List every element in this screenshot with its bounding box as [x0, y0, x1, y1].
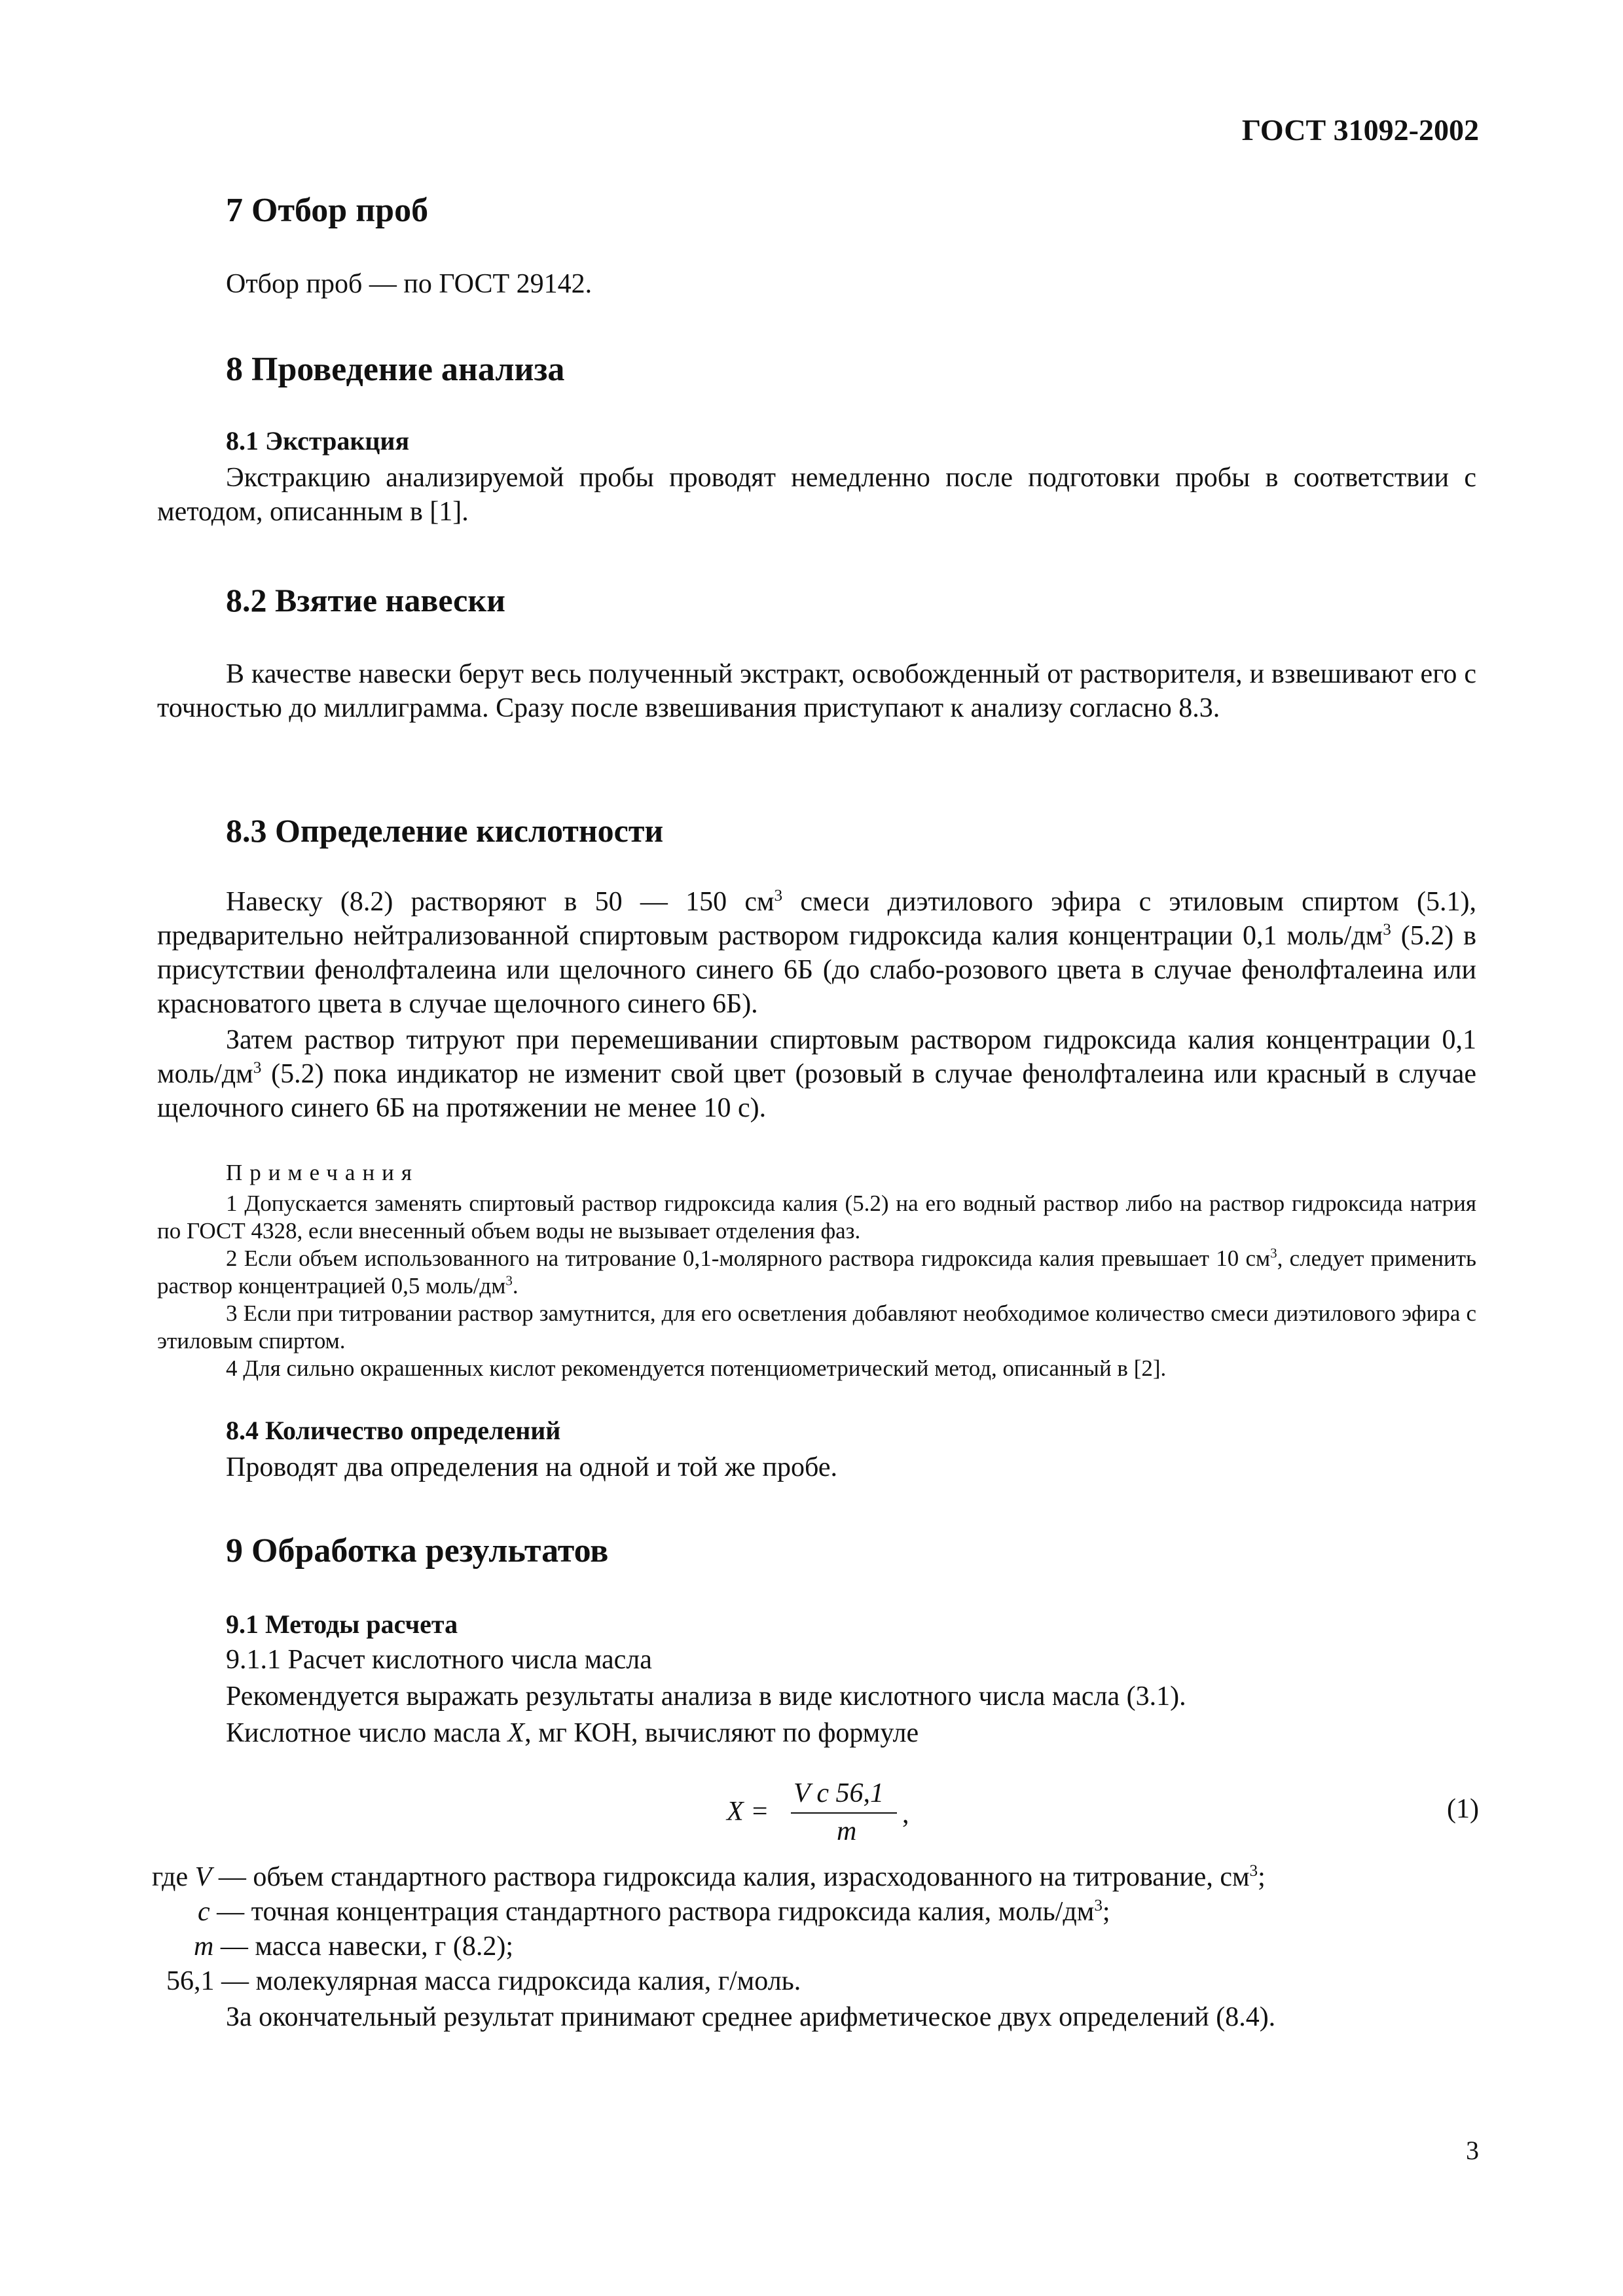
def-lead: где: [152, 1862, 195, 1892]
section-7-text: Отбор проб — по ГОСТ 29142.: [226, 269, 593, 299]
section-9-heading: 9 Обработка результатов: [226, 1532, 609, 1570]
p1-part-a: Навеску (8.2) растворяют в 50 — 150 см: [226, 887, 775, 917]
sup-3: 3: [505, 1272, 513, 1289]
formula-lhs: X =: [727, 1797, 769, 1827]
section-9-1-line-1: Рекомендуется выражать результаты анализа в виде кислотного числа масла (3.1).: [226, 1681, 1186, 1712]
section-8-1-text: Экстракцию анализируемой пробы проводят немедленно после подготовки пробы в соответствии с методом, описанным в [1].: [157, 463, 1476, 527]
section-8-2-heading: 8.2 Взятие навески: [226, 582, 505, 619]
def-sup: 3: [1094, 1897, 1103, 1914]
section-9-1-heading: 9.1 Методы расчета: [226, 1609, 458, 1639]
page-number: 3: [1466, 2136, 1479, 2165]
note-4: 4 Для сильно окрашенных кислот рекомендуется потенциометрический метод, описанный в [2].: [226, 1355, 1167, 1381]
definition-m: [194, 1929, 1477, 1964]
section-8-heading: 8 Проведение анализа: [226, 351, 565, 388]
def-symbol: c: [198, 1897, 210, 1927]
p2-part-a: Затем раствор титруют при перемешивании спиртовым раствором гидроксида калия концентрации 0,1 моль/дм: [157, 1025, 1476, 1089]
note-2-part-c: .: [512, 1273, 519, 1299]
final-result-text: За окончательный результат принимают среднее арифметическое двух определений (8.4).: [226, 2002, 1276, 2032]
note-2-part-a: 2 Если объем использованного на титрование 0,1-молярного раствора гидроксида калия превышает 10 см: [226, 1246, 1271, 1271]
section-8-4-text: Проводят два определения на одной и той же пробе.: [226, 1452, 837, 1482]
sup-3: 3: [253, 1059, 262, 1077]
sup-3: 3: [1383, 921, 1391, 939]
note-2-part-b: , следует применить раствор концентрацией 0,5 моль/дм: [157, 1246, 1476, 1299]
section-8-4-heading: 8.4 Количество определений: [226, 1416, 561, 1445]
section-9-1-1-heading: 9.1.1 Расчет кислотного числа масла: [226, 1645, 652, 1675]
def-symbol: 56,1: [166, 1966, 215, 1996]
document-code: ГОСТ 31092-2002: [1241, 113, 1479, 147]
def-text: — объем стандартного раствора гидроксида калия, израсходованного на титрование, см: [211, 1862, 1250, 1892]
variable-x: X: [507, 1718, 525, 1748]
formula-comma: ,: [902, 1799, 909, 1829]
def-symbol: m: [194, 1931, 214, 1962]
formula-number: (1): [1447, 1794, 1479, 1824]
formula: [727, 1778, 910, 1850]
def-sup: 3: [1249, 1862, 1258, 1880]
p1-part-c: (5.2) в присутствии фенолфталеина или щелочного синего 6Б (до слабо-розового цвета в случае фенолфталеина или красноватого цвета в случае щелочного синего 6Б).: [157, 921, 1477, 1019]
note-1: 1 Допускается заменять спиртовый раствор гидроксида калия (5.2) на его водный раствор либо на раствор гидроксида натрия по ГОСТ 4328, если внесенный объем воды не вызывает отделения фаз.: [157, 1191, 1476, 1244]
formula-denominator: m: [837, 1816, 857, 1846]
section-7-heading: 7 Отбор проб: [226, 192, 429, 229]
sup-3: 3: [774, 887, 783, 905]
def-tail: ;: [1258, 1862, 1266, 1892]
formula-numerator: V c 56,1: [793, 1778, 884, 1808]
notes-title: Примечания: [226, 1160, 420, 1185]
definition-56-1: [166, 1964, 1469, 1998]
section-8-3-heading: 8.3 Определение кислотности: [226, 812, 664, 849]
section-8-3-paragraph-2: [157, 1023, 1476, 1125]
sup-3: 3: [1270, 1245, 1277, 1261]
note-3: 3 Если при титровании раствор замутнится, для его осветления добавляют необходимое количество смеси диэтилового эфира с этиловым спиртом.: [157, 1300, 1476, 1354]
definition-c: [198, 1895, 1481, 1929]
def-text: — точная концентрация стандартного раствора гидроксида калия, моль/дм: [210, 1897, 1095, 1927]
note-2: [157, 1245, 1476, 1300]
section-8-1-heading: 8.1 Экстракция: [226, 426, 410, 456]
section-9-1-line-2: [226, 1716, 1476, 1750]
p1-part-b: смеси диэтилового эфира с этиловым спиртом (5.1), предварительно нейтрализованной спиртовым раствором гидроксида калия концентрации 0,1 моль/дм: [157, 887, 1476, 951]
def-text: — масса навески, г (8.2);: [213, 1931, 513, 1962]
line-2-part-b: , мг КОН, вычисляют по формуле: [524, 1718, 919, 1748]
definition-v: [152, 1860, 1481, 1894]
section-8-3-paragraph-1: [157, 885, 1476, 1021]
section-8-2-text: В качестве навески берут весь полученный экстракт, освобожденный от растворителя, и взвешивают его с точностью до миллиграмма. Сразу после взвешивания приступают к анализу согласно 8.3.: [157, 659, 1476, 723]
def-symbol: V: [194, 1862, 212, 1892]
def-text: — молекулярная масса гидроксида калия, г/моль.: [214, 1966, 801, 1996]
p2-part-b: (5.2) пока индикатор не изменит свой цвет (розовый в случае фенолфталеина или красный в случае щелочного синего 6Б на протяжении не менее 10 с).: [157, 1059, 1476, 1123]
def-tail: ;: [1102, 1897, 1110, 1927]
line-2-part-a: Кислотное число масла: [226, 1718, 508, 1748]
fraction-bar: [791, 1812, 897, 1814]
